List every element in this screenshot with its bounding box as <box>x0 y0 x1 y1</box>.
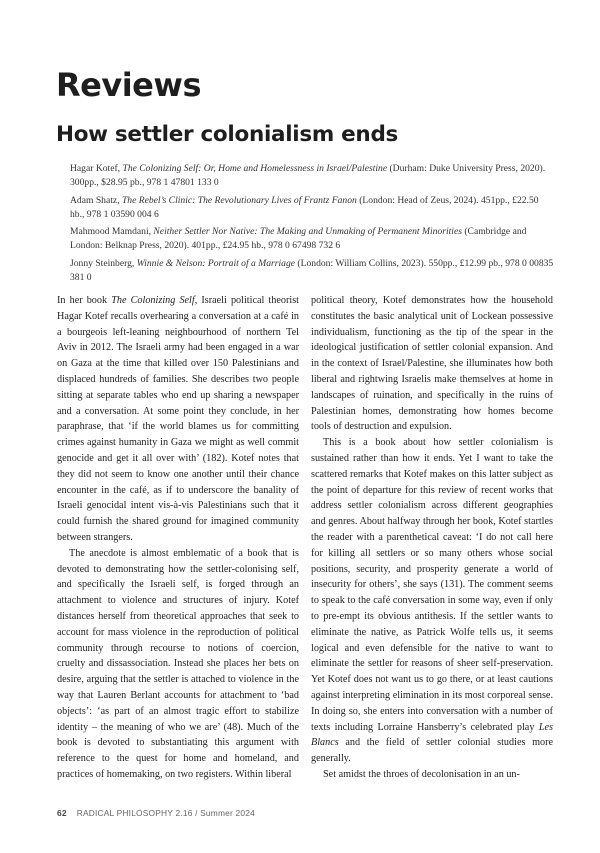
section-title: Reviews <box>56 66 201 104</box>
book-title: Neither Settler Nor Native: The Making and Unmaking of Permanent Minorities <box>153 226 462 238</box>
body-paragraph: Set amidst the throes of decolonisation in an un- <box>323 768 520 780</box>
page-footer <box>57 808 255 818</box>
book-entry: Adam Shatz, The Rebel’s Clinic: The Revolutionary Lives of Frantz Fanon (London: Head of Zeus, 2024). 451pp., £22.50 hb., 978 1 03590 004 6 <box>70 194 539 220</box>
book-entry: Jonny Steinberg, Winnie & Nelson: Portrait of a Marriage (London: William Collins, 2023). 550pp., £12.99 pb., 978 0 00835 381 0 <box>70 257 554 284</box>
journal-issue: RADICAL PHILOSOPHY 2.16 / Summer 2024 <box>76 808 255 818</box>
article-title: How settler colonialism ends <box>56 122 399 147</box>
book-title: Winnie & Nelson: Portrait of a Marriage <box>136 257 296 269</box>
book-title: The Colonizing Self: Or, Home and Homelessness in Israel/Palestine <box>122 163 388 174</box>
body-paragraph: This is a book about how settler colonialism is sustained rather than how it ends. Yet I want to take the scattered remarks that Kotef makes on this latter subject as the point of departure for this review of recent works that address settler colonialism across different geographies and genres. About halfway through her book, Kotef startles the reader with a parenthetical caveat: ‘I do not call here for killing all settlers or so many others whose social positions, security, and prosperity generate a world of insecurity for others’, she says (131). The comment seems to speak to the café conversation in some way, even if only to pre-empt its obvious antithesis. If the settler wants to eliminate the native, as Patrick Wolfe tells us, it seems logical and even defensible for the native to want to eliminate the settler for reasons of sheer self-preservation. Yet Kotef does not want us to go there, or at least cautions against interpreting elimination in its most corporeal sense. In doing so, she enters into conversation with a number of texts including Lorraine Hansberry’s celebrated play Les Blancs and the field of settler colonial studies more generally. <box>311 437 553 765</box>
body-paragraph: The anecdote is almost emblematic of a book that is devoted to demonstrating how the settler-colonising self, and specifically the Israeli self, is forged through an attachment to violence and structures of injury. Kotef distances herself from theoretical approaches that seek to account for mass violence in the reproduction of political community through recourse to notions of coercion, cruelty and dissassociation. Instead she places her bets on desire, arguing that the settler is attached to violence in the way that Lauren Berlant accounts for attachment to ‘bad objects’: ‘as part of an almost tragic effort to stabilize identity – the meaning of who we are’ (48). Much of the book is devoted to substantiating this argument with reference to the quest for home and homeland, and practices of homemaking, on two registers. Within liberal <box>57 547 299 780</box>
body-paragraph: In her book The Colonizing Self, Israeli political theorist Hagar Kotef recalls overhearing a conversation at a café in a bourgeois left-leaning neighbourhood of northern Tel Aviv in 2012. The Israeli army had been engaged in a war on Gaza at the time that killed over 150 Palestinians and displaced hundreds of families. She describes two people sitting at separate tables who end up sharing a newspaper and a conversation. At some point they conclude, in her paraphrase, that ‘if the world blames us for committing crimes against humanity in Gaza we might as well commit genocide and get it all over with’ (182). Kotef notes that they did not seem to know one another until their chance encounter in the café, as if to underscore the banality of Israeli genocidal intent vis-à-vis Palestinians such that it could furnish the shared ground for imagined community between strangers. <box>57 295 299 543</box>
book-title: The Rebel’s Clinic: The Revolutionary Lives of Frantz Fanon <box>121 194 357 206</box>
page-number: 62 <box>57 808 67 818</box>
body-column-right <box>311 293 553 783</box>
body-column-left <box>57 293 299 783</box>
body-paragraph: political theory, Kotef demonstrates how the household constitutes the basic analytical unit of Lockean possessive individualism, functioning as the tip of the spear in the ideological justification of settler colonial expansion. And in the context of Israel/Palestine, she illuminates how both liberal and rightwing Israelis make themselves at home in landscapes of ruination, and specifically in the ruins of Palestinian homes, demonstrating how homes become tools of destruction and expulsion. <box>311 295 553 433</box>
book-entry: Mahmood Mamdani, Neither Settler Nor Native: The Making and Unmaking of Permanent Minorities (Cambridge and London: Belknap Press, 2020). 401pp., £24.95 hb., 978 0 67498 732 6 <box>70 226 527 252</box>
reviewed-books-list <box>70 162 554 288</box>
book-entry: Hagar Kotef, The Colonizing Self: Or, Home and Homelessness in Israel/Palestine (Durham: Duke University Press, 2020). 300pp., $28.95 pb., 978 1 47801 133 0 <box>70 163 546 189</box>
